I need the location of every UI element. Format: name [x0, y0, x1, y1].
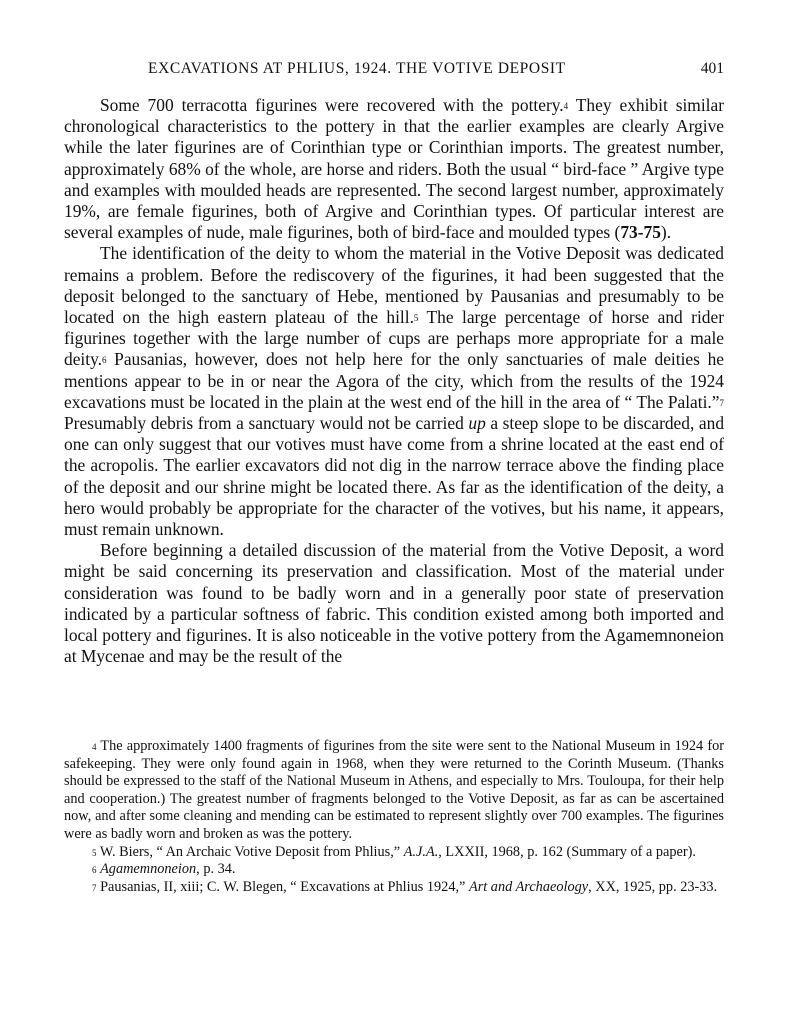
text-run: They exhibit similar chronological characteristics to the pottery in that the earlier examples are clearly Argive while the later figurines are of Corinthian type or Corinthian imports. The greatest number, approximately 68% of the whole, are horse and riders. Both the usual “ bird-face ” Argive type and examples with moulded heads are represented. The second largest number, approximately 19%, are female figurines, both of Argive and Corinthian types. Of particular interest are several examples of nude, male figurines, both of bird-face and moulded types ( [64, 95, 725, 243]
paragraph-figurines [64, 95, 724, 243]
text-run: Presumably debris from a sanctuary would not be carried [64, 413, 469, 434]
footnote-ref-5: 5 [413, 313, 419, 324]
footnote-text: , XX, 1925, pp. 23-33. [588, 878, 718, 895]
footnote-text: The approximately 1400 fragments of figurines from the site were sent to the National Museum in 1924 for safekeeping. They were only found again in 1968, when they were returned to the Corinth Museum. (Thanks should be expressed to the staff of the National Museum in Athens, and especially to Mrs. Touloupa, for their help and cooperation.) The greatest number of fragments belonged to the Votive Deposit, as far as can be ascertained now, and after some cleaning and mending can be estimated to represent slightly over 700 examples. The figurines were as badly worn and broken as was the pottery. [64, 738, 724, 842]
body-text [64, 95, 724, 667]
text-run: The large percentage of horse and rider figurines together with the large number of cups are perhaps more appropriate for a male deity. [64, 307, 724, 370]
text-run: a steep slope to be discarded, and one can only suggest that our votives must have come from a shrine located at the east end of the acropolis. The earlier excavators did not dig in the narrow terrace above the finding place of the deposit and our shrine might be located there. As far as the identification of the deity, a hero would probably be appropriate for the character of the votives, but his name, it appears, must remain unknown. [64, 413, 725, 540]
text-run: Before beginning a detailed discussion of the material from the Votive Deposit, a word might be said concerning its preservation and classification. Most of the material under consideration was found to be badly worn and in a generally poor state of preservation indicated by a particular softness of fabric. This condition existed among both imported and local pottery and figurines. It is also noticeable in the votive pottery from the Agamemnoneion at Mycenae and may be the result of the [64, 540, 724, 667]
footnote-text: Pausanias, II, xiii; C. W. Blegen, “ Excavations at Phlius 1924,” [96, 878, 469, 895]
running-title: EXCAVATIONS AT PHLIUS, 1924. THE VOTIVE DEPOSIT [148, 60, 566, 77]
footnote-number: 5 [92, 847, 97, 858]
journal-title: Art and Archaeology [468, 878, 589, 895]
footnotes [64, 738, 724, 896]
footnote-ref-7: 7 [719, 397, 724, 408]
italic-text: up [468, 413, 486, 434]
page-header [64, 60, 724, 82]
paragraph-deity [64, 243, 724, 540]
footnote-number: 4 [92, 742, 97, 752]
text-run: ). [660, 222, 672, 243]
footnote-ref-6: 6 [102, 355, 107, 366]
footnote-4 [64, 738, 724, 844]
text-run: Some 700 terracotta figurines were recovered with the pottery. [100, 95, 564, 115]
paragraph-preservation [64, 540, 724, 667]
text-run: Pausanias, however, does not help here for the only sanctuaries of male deities he mentions appear to be in or near the Agora of the city, which from the results of the 1924 excavations must be located in the plain at the west end of the hill in the area of “ The Palati.” [64, 349, 724, 412]
footnote-text: , LXXII, 1968, p. 162 (Summary of a paper). [438, 843, 696, 860]
footnote-text: W. Biers, “ An Archaic Votive Deposit from Phlius,” [96, 843, 404, 860]
page-number: 401 [700, 60, 724, 77]
journal-title: A.J.A. [403, 843, 439, 860]
footnote-5 [64, 844, 724, 862]
footnote-7 [64, 879, 724, 897]
footnote-6 [64, 861, 724, 879]
plate-reference: 73-75 [620, 222, 661, 243]
text-run: The identification of the deity to whom the material in the Votive Deposit was dedicated remains a problem. Before the rediscovery of the figurines, it had been suggested that the deposit belonged to the sanctuary of Hebe, mentioned by Pausanias and presumably to be located on the high eastern plateau of the hill. [64, 243, 724, 328]
footnote-text: , p. 34. [196, 861, 236, 878]
footnote-ref-4: 4 [563, 101, 569, 111]
footnote-number: 6 [92, 865, 97, 876]
book-title: Agamemnoneion [100, 861, 197, 878]
footnote-number: 7 [92, 882, 97, 893]
